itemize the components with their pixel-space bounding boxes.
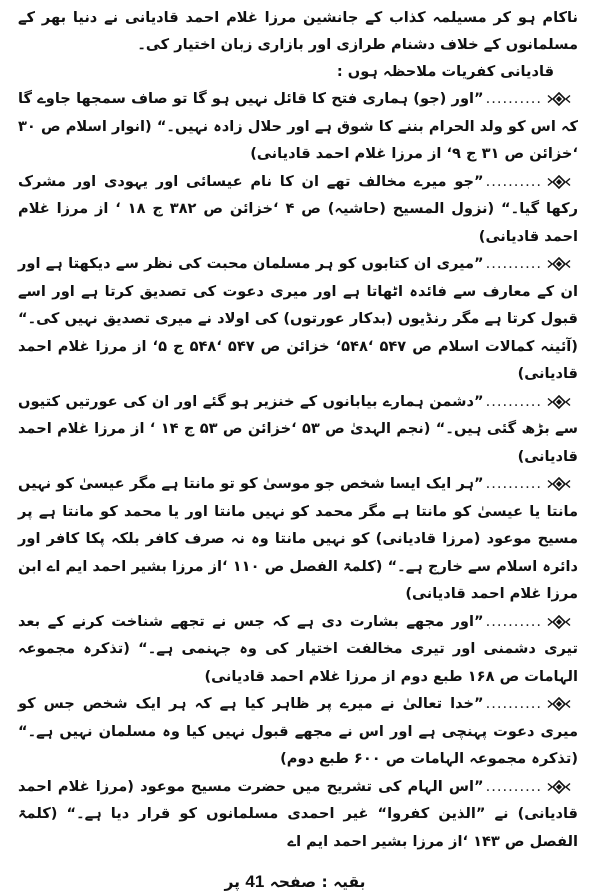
continuation-note xyxy=(0,872,590,892)
ellipsis-dots: .......... xyxy=(485,392,542,410)
continuation-page-number: 41 xyxy=(245,872,265,891)
ornament-diamond-icon xyxy=(546,92,572,106)
ellipsis-dots: .......... xyxy=(485,612,542,630)
quotes-list xyxy=(18,85,578,855)
ornament-diamond-icon xyxy=(546,395,572,409)
document-page xyxy=(18,4,578,886)
quote-text: ”جو میرے مخالف تھے ان کا نام عیسائی اور یہودی اور مشرک رکھا گیا۔“ (نزول المسیح (حاشیہ) ص ۴ ‘خزائن ص ۳۸۲ ج ۱۸ ‘ از مرزا غلام احمد قادیانی) xyxy=(18,172,578,245)
ornament-diamond-icon xyxy=(546,257,572,271)
quote-text: ”خدا تعالیٰ نے میرے پر ظاہر کیا ہے کہ ہر ایک شخص جس کو میری دعوت پہنچی ہے اور اس نے مجھے قبول نہیں کیا وہ مسلمان نہیں ہے۔“ (تذکرہ مجموعہ الہامات ص ۶۰۰ طبع دوم) xyxy=(18,695,578,767)
quote-block xyxy=(18,388,578,471)
continuation-label: بقیہ : صفحہ xyxy=(269,873,366,891)
ornament-diamond-icon xyxy=(546,697,572,711)
quote-block xyxy=(18,85,578,168)
ornament-diamond-icon xyxy=(546,477,572,491)
quote-text: ”اور مجھے بشارت دی ہے کہ جس نے تجھے شناخت کرنے کے بعد تیری دشمنی اور تیری مخالفت اختیار کی وہ جہنمی ہے۔“ (تذکرہ مجموعہ الہامات ص ۱۶۸ طبع دوم از مرزا غلام احمد قادیانی) xyxy=(18,612,578,685)
quote-text: ”میری ان کتابوں کو ہر مسلمان محبت کی نظر سے دیکھتا ہے اور ان کے معارف سے فائدہ اٹھاتا ہے اور میری دعوت کی تصدیق کرتا ہے اور اسے قبول کرتا ہے مگر رنڈیوں (بدکار عورتوں) کی اولاد نے میری تصدیق نہیں کی۔“ (آئینہ کمالات اسلام ص ۵۴۷ ‘۵۴۸‘ خزائن ص ۵۴۷ ‘۵۴۸ ج ۵‘ از مرزا غلام احمد قادیانی) xyxy=(18,255,578,382)
quote-block xyxy=(18,773,578,856)
ornament-diamond-icon xyxy=(546,615,572,629)
quote-text: ”اور (جو) ہماری فتح کا قائل نہیں ہو گا تو صاف سمجھا جاوے گا کہ اس کو ولد الحرام بننے کا شوق ہے اور حلال زادہ نہیں۔“ (انوار اسلام ص ۳۰ ‘خزائن ص ۳۱ ج ۹‘ از مرزا غلام احمد قادیانی) xyxy=(18,90,578,162)
intro-paragraph: ناکام ہو کر مسیلمہ کذاب کے جانشین مرزا غلام احمد قادیانی نے دنیا بھر کے مسلمانوں کے خلاف دشنام طرازی اور بازاری زبان اختیار کی۔ xyxy=(18,9,578,53)
ornament-diamond-icon xyxy=(546,175,572,189)
ellipsis-dots: .......... xyxy=(485,777,542,795)
continuation-suffix: پر xyxy=(224,873,240,891)
quote-block xyxy=(18,250,578,388)
ornament-diamond-icon xyxy=(546,780,572,794)
quote-text: ”دشمن ہمارے بیابانوں کے خنزیر ہو گئے اور ان کی عورتیں کتیوں سے بڑھ گئی ہیں۔“ (نجم الہدیٰ ص ۵۳ ‘خزائن ص ۵۳ ج ۱۴ ‘ از مرزا غلام احمد قادیانی) xyxy=(18,392,578,465)
ellipsis-dots: .......... xyxy=(485,90,542,107)
quote-block xyxy=(18,168,578,251)
quote-text: ”ہر ایک ایسا شخص جو موسیٰ کو تو مانتا ہے مگر عیسیٰ کو نہیں مانتا یا عیسیٰ کو مانتا ہے مگر محمد کو نہیں مانتا اور یا محمد کو مانتا ہے پر مسیح موعود (مرزا قادیانی) کو نہیں مانتا وہ نہ صرف کافر بلکہ پکا کافر اور دائرہ اسلام سے خارج ہے۔“ (کلمۃ الفصل ص ۱۱۰ ‘از مرزا بشیر احمد ایم اے ابن مرزا غلام احمد قادیانی) xyxy=(18,475,578,602)
ellipsis-dots: .......... xyxy=(485,255,542,272)
ellipsis-dots: .......... xyxy=(485,695,542,712)
ellipsis-dots: .......... xyxy=(485,475,542,492)
ellipsis-dots: .......... xyxy=(485,172,542,190)
quote-block xyxy=(18,608,578,691)
quote-block xyxy=(18,470,578,608)
quote-block xyxy=(18,690,578,773)
quote-text: ”اس الہام کی تشریح میں حضرت مسیح موعود (مرزا غلام احمد قادیانی) نے ”الذین کفروا“ غیر احمدی مسلمانوں کو قرار دیا ہے۔“ (کلمۃ الفصل ص ۱۴۳ ‘از مرزا بشیر احمد ایم اے xyxy=(18,777,578,850)
section-heading: قادیانی کفریات ملاحظہ ہوں : xyxy=(336,63,554,80)
